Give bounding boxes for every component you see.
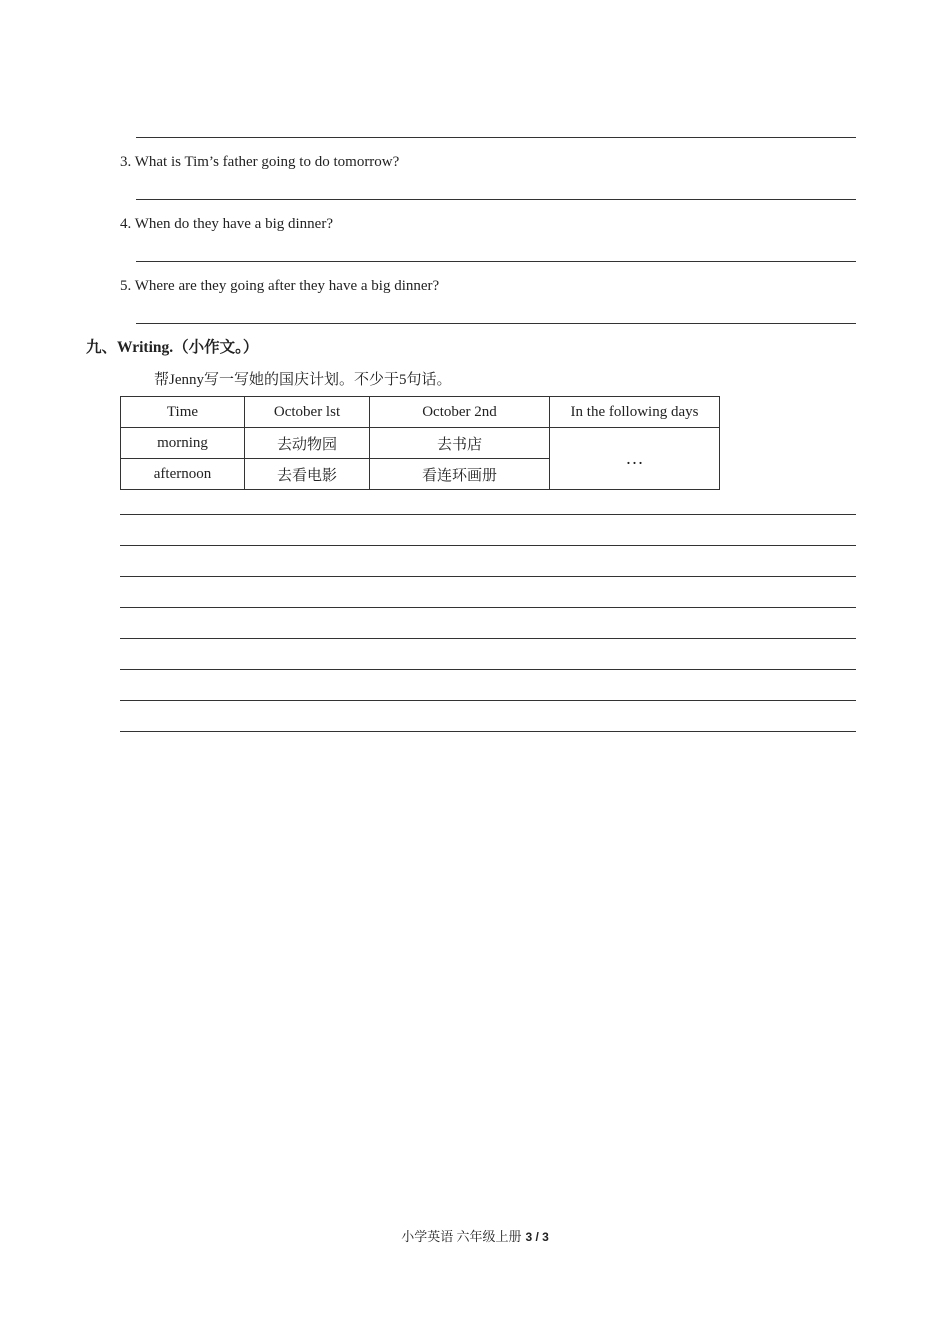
question-4: 4. When do they have a big dinner? <box>120 216 333 232</box>
answer-line <box>136 137 856 138</box>
writing-line <box>120 638 856 639</box>
cell-morning-day2: 去书店 <box>370 428 550 459</box>
answer-line-4 <box>136 261 856 262</box>
writing-line <box>120 576 856 577</box>
table-row <box>121 428 720 459</box>
page-number: 3 / 3 <box>525 1230 549 1244</box>
cell-afternoon-day2: 看连环画册 <box>370 459 550 490</box>
row-label-afternoon: afternoon <box>121 459 245 490</box>
question-3: 3. What is Tim’s father going to do tomorrow? <box>120 154 400 170</box>
writing-instruction: 帮Jenny写一写她的国庆计划。不少于5句话。 <box>154 372 452 388</box>
row-label-morning: morning <box>121 428 245 459</box>
cell-following-days: … <box>550 428 720 490</box>
footer-subject: 小学英语 六年级上册 <box>401 1229 522 1244</box>
cell-morning-day1: 去动物园 <box>245 428 370 459</box>
section-heading: 九、Writing.（小作文。） <box>86 339 259 356</box>
header-following-days: In the following days <box>550 397 720 428</box>
writing-line <box>120 669 856 670</box>
header-october-1: October lst <box>245 397 370 428</box>
writing-line <box>120 607 856 608</box>
writing-line <box>120 514 856 515</box>
header-time: Time <box>121 397 245 428</box>
writing-line <box>120 545 856 546</box>
page-footer <box>0 1229 950 1245</box>
cell-afternoon-day1: 去看电影 <box>245 459 370 490</box>
table-header-row <box>121 397 720 428</box>
writing-line <box>120 731 856 732</box>
answer-line-5 <box>136 323 856 324</box>
question-5: 5. Where are they going after they have a big dinner? <box>120 278 440 294</box>
answer-line-3 <box>136 199 856 200</box>
writing-line <box>120 700 856 701</box>
plan-table <box>120 396 720 490</box>
header-october-2: October 2nd <box>370 397 550 428</box>
